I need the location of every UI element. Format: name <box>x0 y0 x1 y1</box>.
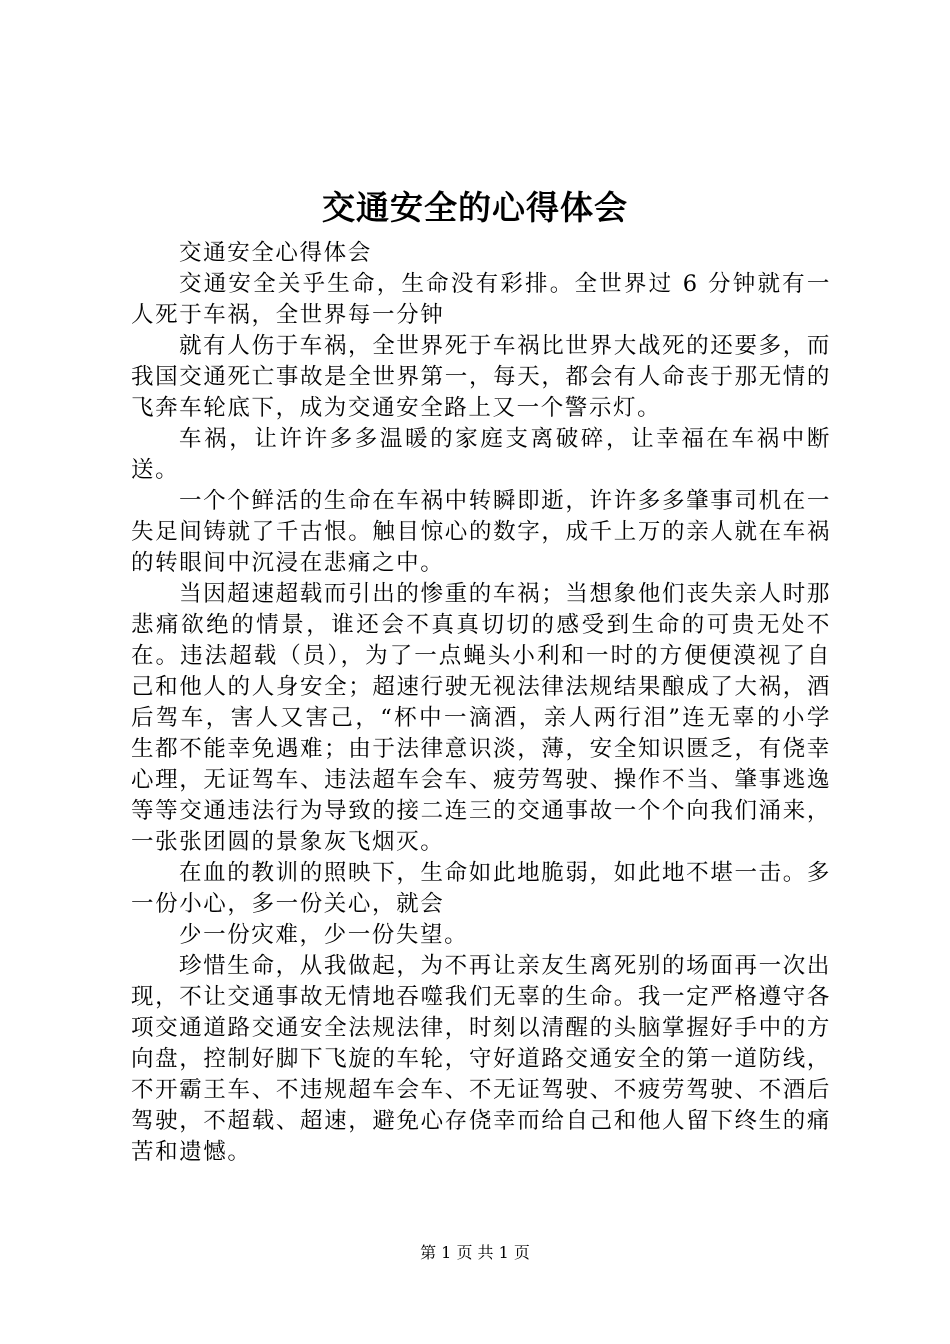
paragraph-subtitle: 交通安全心得体会 <box>179 240 372 266</box>
paragraph: 车祸，让许许多多温暖的家庭支离破碎，让幸福在车祸中断送。 <box>131 426 831 483</box>
paragraph: 在血的教训的照映下，生命如此地脆弱，如此地不堪一击。多一份小心，多一份关心，就会 <box>131 860 831 917</box>
paragraph: 就有人伤于车祸，全世界死于车祸比世界大战死的还要多，而我国交通死亡事故是全世界第一，每天，都会有人命丧于那无情的飞奔车轮底下，成为交通安全路上又一个警示灯。 <box>131 333 831 421</box>
paragraph: 少一份灾难，少一份失望。 <box>179 922 469 948</box>
document-title: 交通安全的心得体会 <box>322 188 628 227</box>
page-number-footer: 第 1 页 共 1 页 <box>420 1243 530 1262</box>
paragraph: 交通安全关乎生命，生命没有彩排。全世界过 6 分钟就有一人死于车祸，全世界每一分钟 <box>131 271 831 328</box>
paragraph: 一个个鲜活的生命在车祸中转瞬即逝，许许多多肇事司机在一失足间铸就了千古恨。触目惊心的数字，成千上万的亲人就在车祸的转眼间中沉浸在悲痛之中。 <box>131 488 831 576</box>
paragraph: 珍惜生命，从我做起，为不再让亲友生离死别的场面再一次出现，不让交通事故无情地吞噬我们无辜的生命。我一定严格遵守各项交通道路交通安全法规法律，时刻以清醒的头脑掌握好手中的方向盘，控制好脚下飞旋的车轮，守好道路交通安全的第一道防线，不开霸王车、不违规超车会车、不无证驾驶、不疲劳驾驶、不酒后驾驶，不超载、超速，避免心存侥幸而给自己和他人留下终生的痛苦和遗憾。 <box>131 953 831 1165</box>
paragraph: 当因超速超载而引出的惨重的车祸；当想象他们丧失亲人时那悲痛欲绝的情景，谁还会不真真切切的感受到生命的可贵无处不在。违法超载（员），为了一点蝇头小利和一时的方便便漠视了自己和他人的人身安全；超速行驶无视法律法规结果酿成了大祸，酒后驾车，害人又害己，“杯中一滴酒，亲人两行泪”连无辜的小学生都不能幸免遇难；由于法律意识淡，薄，安全知识匮乏，有侥幸心理，无证驾车、违法超车会车、疲劳驾驶、操作不当、肇事逃逸等等交通违法行为导致的接二连三的交通事故一个个向我们涌来，一张张团圆的景象灰飞烟灭。 <box>131 581 831 855</box>
document-body <box>131 238 831 1168</box>
